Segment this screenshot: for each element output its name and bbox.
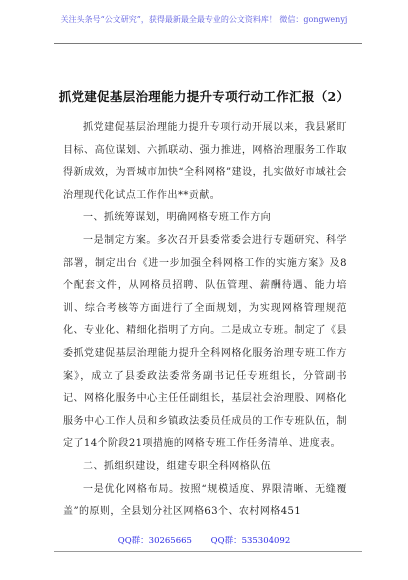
document-title: 抓党建促基层治理能力提升专项行动工作汇报（2） bbox=[58, 89, 350, 104]
document-body bbox=[63, 117, 347, 524]
section-1-paragraph: 一是制定方案。多次召开县委常委会进行专题研究、科学部署，制定出台《进一步加强全科网格工作的实施方案》及8个配套文件，从网格员招聘、队伍管理、薪酬待遇、能力培训、综合考核等方面进行了全面规划，为实现网格管理规范化、专业化、精细化指明了方向。二是成立专班。制定了《县委抓党建促基层治理能力提升全科网格化服务治理专班工作方案》，成立了县委政法委常务副书记任专班组长，分管副书记、网格化服务中心主任任副组长，基层社会治理股、网格化服务中心工作人员和乡镇政法委员任成员的工作专班队伍，制定了14个阶段21项措施的网格专班工作任务清单、进度表。 bbox=[63, 234, 347, 450]
footer-contact bbox=[0, 532, 408, 550]
section-heading-1: 一、抓统筹谋划，明确网格专班工作方向 bbox=[83, 212, 272, 224]
section-2-paragraph: 一是优化网格布局。按照“规模适度、界限清晰、无缝覆盖”的原则，全县划分社区网格63个、农村网格451 bbox=[63, 483, 347, 518]
footer-qq-group-2: QQ群：535304092 bbox=[210, 536, 291, 546]
footer-divider bbox=[54, 551, 362, 552]
header-divider bbox=[54, 43, 362, 44]
header-promo-note: 关注头条号“公文研究”，获得最新最全最专业的公文资料库！ 微信：gongwenyj bbox=[60, 15, 348, 24]
intro-paragraph: 抓党建促基层治理能力提升专项行动开展以来，我县紧盯目标、高位谋划、六抓联动、强力推进，网格治理服务工作取得新成效，为晋城市加快“全科网格”建设，扎实做好市域社会治理现代化试点工作作出**贡献。 bbox=[63, 122, 347, 201]
section-heading-2: 二、抓组织建设，组建专职全科网格队伍 bbox=[83, 460, 272, 472]
footer-qq-group-1: QQ群：30265665 bbox=[117, 536, 192, 546]
